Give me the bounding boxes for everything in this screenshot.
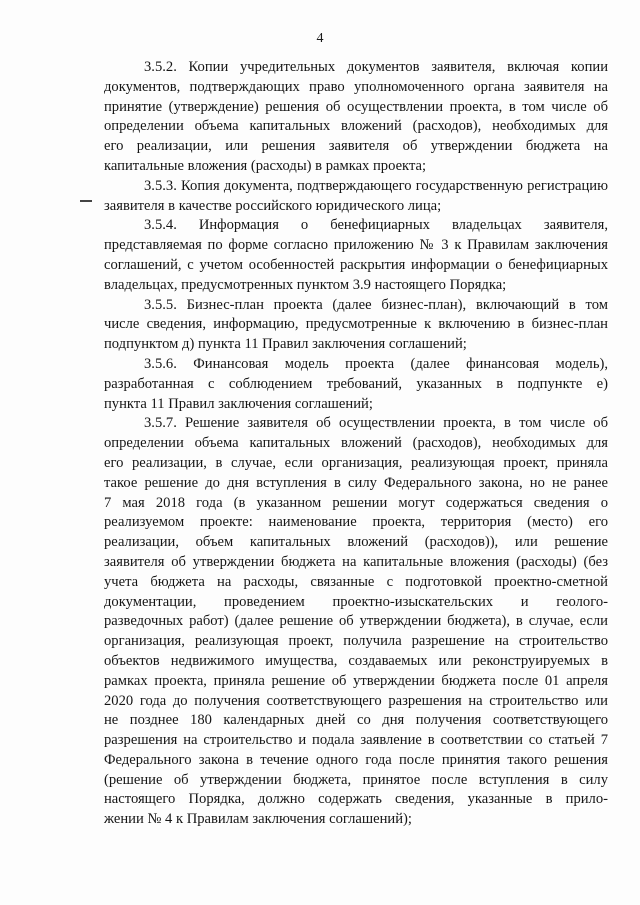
text-line: не позднее 180 календарных дней со дня получения соответствующего [104,712,608,729]
margin-mark [80,200,92,202]
text-line: соглашений, с учетом особенностей раскрытия информации о бенефициарных [104,256,608,273]
text-line: представляемая по форме согласно приложению № 3 к Правилам заключения [104,237,608,254]
text-line: заявителя в качестве российского юридического лица; [104,197,442,214]
text-line: разведочных работ) (далее решение об утверждении бюджета), в случае, если [104,613,608,630]
text-line: жении № 4 к Правилам заключения соглашений); [104,811,412,828]
paragraph [104,414,608,830]
text-line: 3.5.5. Бизнес-план проекта (далее бизнес-план), включающий в том [144,296,608,313]
paragraph [104,296,608,355]
text-line: капитальные вложения (расходы) в рамках проекта; [104,157,427,174]
text-line: 2020 года до получения соответствующего разрешения на строительство или [104,692,608,709]
text-line: его реализации, или решения заявителя об утверждении бюджета на [104,138,608,155]
text-line: организация, реализующая проект, получила разрешение на строительство [104,633,608,650]
text-line: принятие (утверждение) решения об осуществлении проекта, в том числе об [104,98,608,115]
text-line: такое решение до дня вступления в силу Федерального закона, но не ранее [104,474,608,491]
text-line: разработанная с соблюдением требований, указанных в подпункте е) [104,375,608,392]
text-line: заявителя об утверждении бюджета на капитальные вложения (расходы) (без [104,553,608,570]
text-line: 3.5.7. Решение заявителя об осуществлении проекта, в том числе об [144,415,608,432]
page-number: 4 [316,31,324,46]
text-line: настоящего Порядка, должно содержать сведения, указанные в прило- [104,791,608,808]
text-line: учета бюджета на расходы, связанные с подготовкой проектно-сметной [104,573,608,590]
text-line: определении объема капитальных вложений (расходов), необходимых для [104,435,608,452]
paragraph [104,355,608,414]
paragraph [104,58,608,177]
document-body [104,58,608,830]
text-line: определении объема капитальных вложений (расходов), необходимых для [104,118,608,135]
text-line: 3.5.3. Копия документа, подтверждающего государственную регистрацию [144,177,608,194]
paragraph [104,177,608,217]
text-line: объектов недвижимого имущества, создаваемых или реконструируемых в [104,652,608,669]
text-line: документов, подтверждающих право уполномоченного органа заявителя на [104,78,608,95]
text-line: 3.5.2. Копии учредительных документов заявителя, включая копии [144,59,608,75]
text-line: пункта 11 Правил заключения соглашений; [104,395,373,412]
text-line: владельцах, предусмотренных пунктом 3.9 настоящего Порядка; [104,276,507,293]
text-line: документации, проведением проектно-изыскательских и геолого- [104,593,608,610]
text-line: рамках проекта, приняла решение об утверждении бюджета после 01 апреля [104,672,608,689]
text-line: числе сведения, информацию, предусмотренные к включению в бизнес-план [104,316,608,333]
text-line: реализации, объем капитальных вложений (расходов)), или решение [104,534,608,551]
text-line: (решение об утверждении бюджета, принятое после вступления в силу [104,771,608,788]
text-line: подпунктом д) пункта 11 Правил заключения соглашений; [104,336,467,353]
text-line: его реализации, в случае, если организация, реализующая проект, приняла [104,454,608,471]
paragraph [104,216,608,295]
text-line: Федерального закона в течение одного года после принятия такого решения [104,751,608,768]
text-line: 3.5.4. Информация о бенефициарных владельцах заявителя, [144,217,608,234]
text-line: реализуемом проекте: наименование проекта, территория (место) его [104,514,608,531]
text-line: 7 мая 2018 года (в указанном решении могут содержаться сведения о [104,494,608,511]
text-line: 3.5.6. Финансовая модель проекта (далее финансовая модель), [144,355,608,372]
text-line: разрешения на строительство и подала заявление в соответствии со статьей 7 [104,732,608,749]
